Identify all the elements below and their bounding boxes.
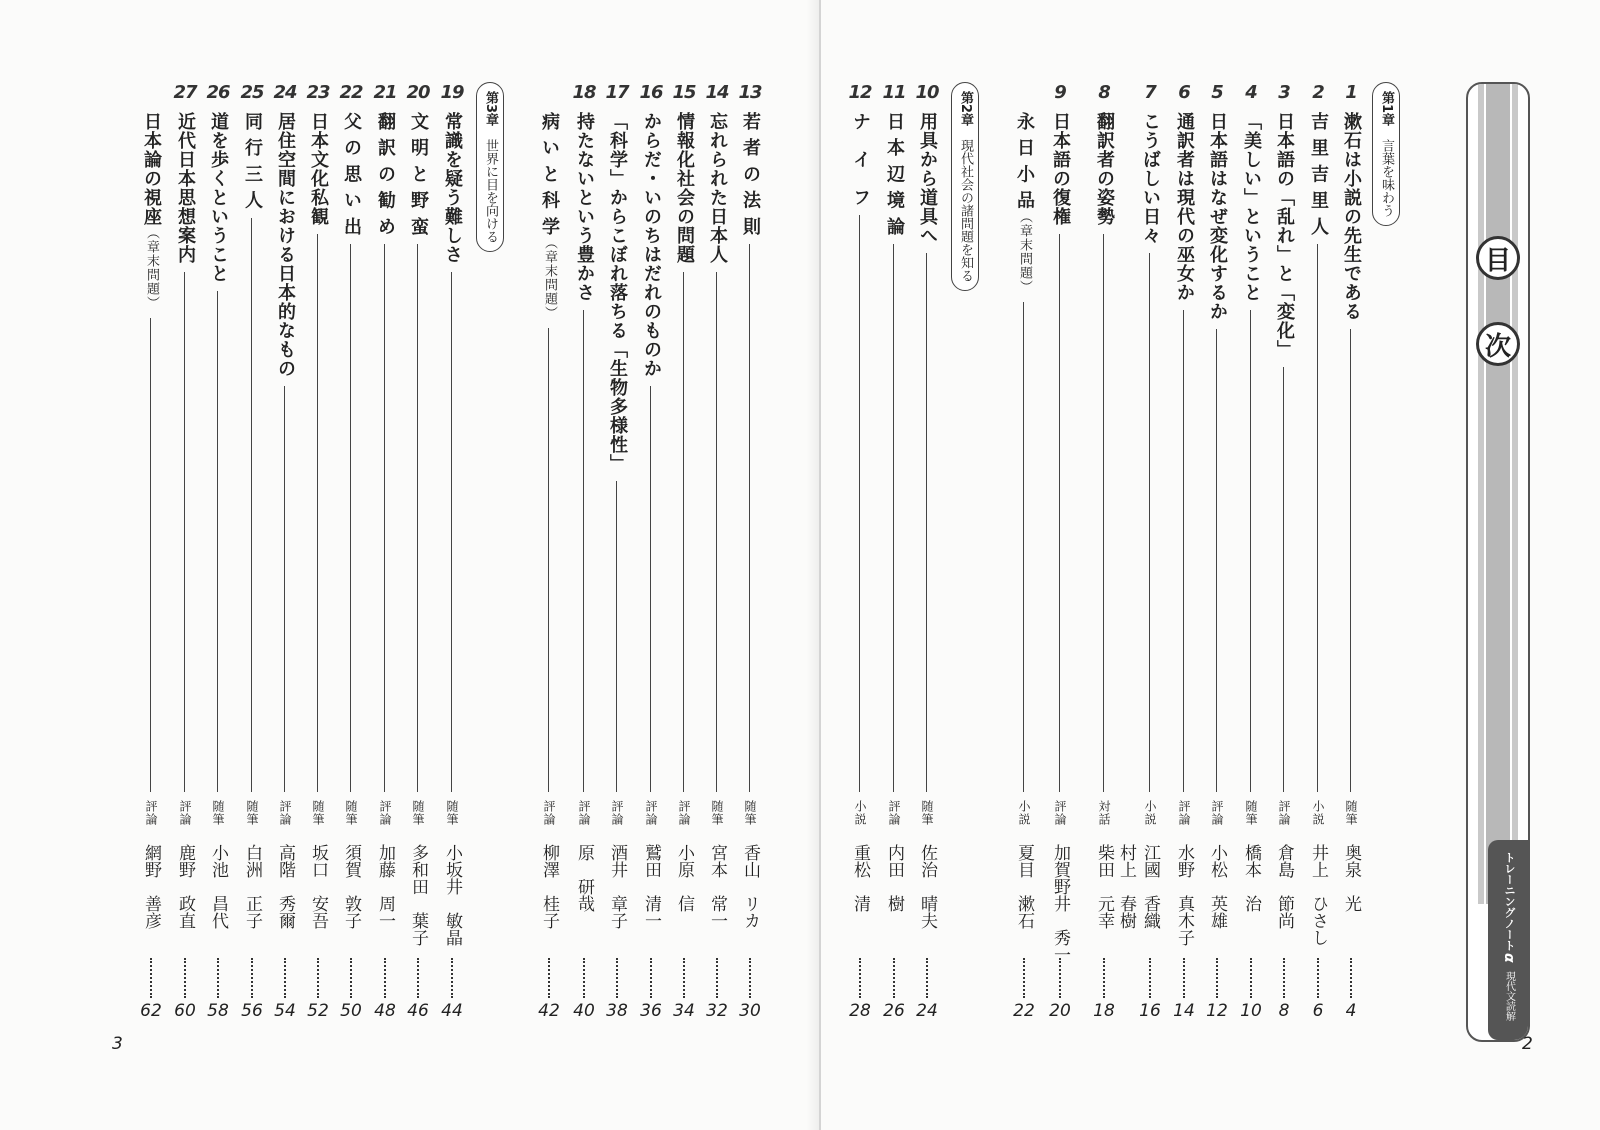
entry-dot-leader bbox=[284, 958, 286, 998]
toc-entry bbox=[305, 82, 331, 1042]
entry-dot-leader bbox=[417, 958, 419, 998]
entry-page: 16 bbox=[1139, 1001, 1161, 1021]
chapter-1-heading bbox=[1372, 82, 1402, 332]
entry-leader-line bbox=[1023, 302, 1024, 792]
entry-number: 10 bbox=[915, 82, 939, 103]
toc-entry bbox=[671, 82, 697, 1042]
entry-dot-leader bbox=[859, 958, 861, 998]
entry-number: 16 bbox=[639, 82, 663, 103]
chapter-label: 第2章 bbox=[958, 91, 973, 127]
entry-page: 60 bbox=[174, 1001, 196, 1021]
entry-page: 56 bbox=[241, 1001, 263, 1021]
entry-title-text: 近代日本思想案内 bbox=[175, 112, 196, 264]
entry-dot-leader bbox=[317, 958, 319, 998]
entry-dot-leader bbox=[1283, 958, 1285, 998]
entry-genre: 評論 bbox=[610, 800, 624, 826]
toc-title-char-2: 次 bbox=[1476, 322, 1520, 366]
chapter-2-heading bbox=[951, 82, 981, 332]
entry-title bbox=[1093, 112, 1115, 226]
entry-title-text: 「科学」からこぼれ落ちる「生物多様性」 bbox=[607, 112, 628, 473]
entry-genre: 随筆 bbox=[743, 800, 757, 826]
entry-dot-leader bbox=[384, 958, 386, 998]
toc-entry bbox=[338, 82, 364, 1042]
toc-entry bbox=[1011, 82, 1037, 1042]
entry-author: 佐治 晴夫 bbox=[917, 844, 937, 929]
entry-number: 8 bbox=[1098, 82, 1110, 103]
entry-leader-line bbox=[1103, 234, 1104, 792]
entry-number: 18 bbox=[572, 82, 596, 103]
chapter-label: 第1章 bbox=[1379, 91, 1394, 127]
entry-number: 27 bbox=[173, 82, 197, 103]
entry-genre: 評論 bbox=[677, 800, 691, 826]
entry-genre: 随筆 bbox=[311, 800, 325, 826]
entry-leader-line bbox=[1350, 329, 1351, 792]
entry-leader-line bbox=[317, 234, 318, 792]
entry-page: 14 bbox=[1173, 1001, 1195, 1021]
entry-leader-line bbox=[683, 272, 684, 792]
entry-leader-line bbox=[1059, 234, 1060, 792]
entry-title-text: 常識を疑う難しさ bbox=[442, 112, 463, 264]
entry-number: 5 bbox=[1211, 82, 1223, 103]
entry-leader-line bbox=[893, 244, 894, 792]
entry-title bbox=[441, 112, 463, 264]
entry-page: 8 bbox=[1278, 1001, 1290, 1021]
entry-title bbox=[573, 112, 595, 302]
entry-title-text: 漱石は小説の先生である bbox=[1341, 112, 1362, 321]
entry-dot-leader bbox=[683, 958, 685, 998]
entry-leader-line bbox=[384, 244, 385, 792]
entry-number: 22 bbox=[339, 82, 363, 103]
entry-author: 倉島 節尚 bbox=[1274, 844, 1294, 929]
toc-entry bbox=[1171, 82, 1197, 1042]
entry-title bbox=[1273, 112, 1295, 359]
entry-leader-line bbox=[150, 318, 151, 792]
entry-leader-line bbox=[1283, 367, 1284, 792]
entry-number: 19 bbox=[440, 82, 464, 103]
entry-author: 柳澤 桂子 bbox=[539, 844, 559, 929]
entry-number: 11 bbox=[882, 82, 906, 103]
entry-leader-line bbox=[1183, 310, 1184, 792]
entry-genre: 小説 bbox=[1143, 800, 1157, 826]
entry-leader-line bbox=[650, 386, 651, 792]
entry-page: 46 bbox=[407, 1001, 429, 1021]
toc-entry bbox=[704, 82, 730, 1042]
entry-title bbox=[207, 112, 229, 283]
entry-note: （章末問題） bbox=[1017, 209, 1032, 294]
entry-author: 小池 昌代 bbox=[208, 844, 228, 929]
entry-title-text: 持たないという豊かさ bbox=[574, 112, 595, 302]
entry-dot-leader bbox=[716, 958, 718, 998]
entry-author: 水野 真木子 bbox=[1174, 844, 1194, 946]
toc-entry bbox=[405, 82, 431, 1042]
toc-entry bbox=[881, 82, 907, 1042]
entry-title bbox=[1240, 112, 1262, 302]
entry-dot-leader bbox=[1059, 958, 1061, 998]
entry-dot-leader bbox=[548, 958, 550, 998]
entry-dot-leader bbox=[1023, 958, 1025, 998]
entry-author: 奥泉 光 bbox=[1341, 844, 1361, 912]
series-name: トレーニングノート bbox=[1503, 852, 1516, 951]
entry-page: 62 bbox=[140, 1001, 162, 1021]
entry-dot-leader bbox=[217, 958, 219, 998]
entry-title-text: 日本論の視座 bbox=[141, 112, 162, 226]
entry-page: 24 bbox=[916, 1001, 938, 1021]
entry-genre: 随筆 bbox=[920, 800, 934, 826]
entry-page: 26 bbox=[883, 1001, 905, 1021]
entry-author: 須賀 敦子 bbox=[341, 844, 361, 929]
spine-shadow bbox=[806, 0, 819, 1130]
entry-title-text: 日本語はなぜ変化するか bbox=[1207, 112, 1228, 321]
chapter-title: 現代社会の諸問題を知る bbox=[958, 139, 973, 283]
toc-entry bbox=[914, 82, 940, 1042]
chapter-3-heading bbox=[476, 82, 506, 332]
chapter-title: 言葉を味わう bbox=[1379, 139, 1394, 218]
entry-author: 加藤 周一 bbox=[375, 844, 395, 929]
entry-genre: 評論 bbox=[144, 800, 158, 826]
entry-number: 17 bbox=[605, 82, 629, 103]
entry-number: 23 bbox=[306, 82, 330, 103]
entry-page: 52 bbox=[307, 1001, 329, 1021]
toc-entry bbox=[536, 82, 562, 1042]
entry-dot-leader bbox=[1250, 958, 1252, 998]
entry-leader-line bbox=[548, 328, 549, 792]
entry-title-text: 情報化社会の問題 bbox=[674, 112, 695, 264]
entry-title-text: 翻 訳 の 勧 め bbox=[375, 112, 396, 237]
entry-leader-line bbox=[1149, 253, 1150, 792]
entry-page: 48 bbox=[374, 1001, 396, 1021]
entry-title-text: 居住空間における日本的なもの bbox=[275, 112, 296, 378]
entry-number: 25 bbox=[240, 82, 264, 103]
entry-author: 重松 清 bbox=[850, 844, 870, 912]
entry-number: 9 bbox=[1054, 82, 1066, 103]
toc-entry bbox=[205, 82, 231, 1042]
entry-title-text: こうばしい日々 bbox=[1140, 112, 1161, 245]
entry-leader-line bbox=[859, 215, 860, 792]
entry-title-text: 父 の 思 い 出 bbox=[341, 112, 362, 237]
entry-page: 40 bbox=[573, 1001, 595, 1021]
entry-leader-line bbox=[749, 244, 750, 792]
entry-leader-line bbox=[350, 244, 351, 792]
entry-genre: 随筆 bbox=[245, 800, 259, 826]
toc-entry bbox=[604, 82, 630, 1042]
entry-leader-line bbox=[1216, 329, 1217, 792]
entry-author: 鷲田 清一 bbox=[641, 844, 661, 929]
entry-number: 24 bbox=[273, 82, 297, 103]
entry-genre: 評論 bbox=[1053, 800, 1067, 826]
entry-dot-leader bbox=[749, 958, 751, 998]
entry-title-text: 永 日 小 品 bbox=[1014, 112, 1035, 210]
entry-title-text: 吉 里 吉 里 人 bbox=[1308, 112, 1329, 237]
entry-title bbox=[1307, 112, 1329, 236]
entry-number: 26 bbox=[206, 82, 230, 103]
entry-author: 村上 春樹 柴田 元幸 bbox=[1094, 844, 1136, 929]
entry-page: 58 bbox=[207, 1001, 229, 1021]
entry-page: 34 bbox=[673, 1001, 695, 1021]
entry-genre: 随筆 bbox=[1244, 800, 1258, 826]
entry-title bbox=[1173, 112, 1195, 302]
entry-leader-line bbox=[1250, 310, 1251, 792]
toc-entry bbox=[847, 82, 873, 1042]
entry-title-text: 「美しい」ということ bbox=[1241, 112, 1262, 302]
entry-genre: 評論 bbox=[577, 800, 591, 826]
entry-number: 3 bbox=[1278, 82, 1290, 103]
entry-title bbox=[174, 112, 196, 264]
entry-page: 30 bbox=[739, 1001, 761, 1021]
entry-dot-leader bbox=[926, 958, 928, 998]
entry-page: 18 bbox=[1093, 1001, 1115, 1021]
entry-dot-leader bbox=[350, 958, 352, 998]
entry-genre: 評論 bbox=[644, 800, 658, 826]
entry-title bbox=[849, 112, 871, 207]
entry-dot-leader bbox=[251, 958, 253, 998]
entry-title-text: からだ・いのちはだれのものか bbox=[641, 112, 662, 378]
entry-title-text: 日 本 辺 境 論 bbox=[884, 112, 905, 237]
entry-leader-line bbox=[451, 272, 452, 792]
entry-genre: 評論 bbox=[887, 800, 901, 826]
toc-entry bbox=[1305, 82, 1331, 1042]
toc-entry bbox=[439, 82, 465, 1042]
entry-genre: 小説 bbox=[853, 800, 867, 826]
entry-genre: 評論 bbox=[278, 800, 292, 826]
entry-genre: 随筆 bbox=[710, 800, 724, 826]
toc-entry bbox=[138, 82, 164, 1042]
toc-entry bbox=[1137, 82, 1163, 1042]
entry-title bbox=[1206, 112, 1228, 321]
entry-dot-leader bbox=[184, 958, 186, 998]
entry-leader-line bbox=[926, 253, 927, 792]
entry-page: 50 bbox=[340, 1001, 362, 1021]
entry-note: （章末問題） bbox=[144, 226, 159, 310]
entry-number: 7 bbox=[1144, 82, 1156, 103]
entry-leader-line bbox=[184, 272, 185, 792]
chapter-title: 世界に目を向ける bbox=[483, 139, 498, 244]
entry-title bbox=[606, 112, 628, 473]
entry-genre: 対話 bbox=[1097, 800, 1111, 826]
entry-genre: 小説 bbox=[1311, 800, 1325, 826]
entry-author: 橋本 治 bbox=[1241, 844, 1261, 912]
page-number-left: 3 bbox=[112, 1034, 123, 1054]
entry-page: 54 bbox=[274, 1001, 296, 1021]
toc-entry bbox=[737, 82, 763, 1042]
entry-number: 20 bbox=[406, 82, 430, 103]
series-alpha: α bbox=[1501, 953, 1517, 963]
entry-genre: 小説 bbox=[1017, 800, 1031, 826]
entry-title-text: 通訳者は現代の巫女か bbox=[1174, 112, 1195, 302]
entry-number: 6 bbox=[1178, 82, 1190, 103]
entry-title bbox=[1049, 112, 1071, 226]
entry-page: 6 bbox=[1312, 1001, 1324, 1021]
entry-dot-leader bbox=[1317, 958, 1319, 998]
entry-author: 鹿野 政直 bbox=[175, 844, 195, 929]
entry-genre: 評論 bbox=[178, 800, 192, 826]
toc-entry bbox=[571, 82, 597, 1042]
entry-page: 12 bbox=[1206, 1001, 1228, 1021]
header-stripe bbox=[1478, 84, 1518, 904]
entry-leader-line bbox=[284, 386, 285, 792]
entry-genre: 評論 bbox=[542, 800, 556, 826]
entry-author: 酒井 章子 bbox=[607, 844, 627, 929]
entry-author: 江國 香織 bbox=[1140, 844, 1160, 929]
entry-title bbox=[640, 112, 662, 378]
entry-number: 21 bbox=[373, 82, 397, 103]
entry-title bbox=[1013, 112, 1035, 294]
entry-author: 高階 秀爾 bbox=[275, 844, 295, 929]
entry-note: （章末問題） bbox=[542, 236, 557, 321]
entry-dot-leader bbox=[1183, 958, 1185, 998]
entry-dot-leader bbox=[1103, 958, 1105, 998]
entry-dot-leader bbox=[893, 958, 895, 998]
entry-title bbox=[1340, 112, 1362, 321]
chapter-label: 第3章 bbox=[483, 91, 498, 127]
toc-entry bbox=[1204, 82, 1230, 1042]
toc-entry bbox=[172, 82, 198, 1042]
entry-title-text: 日本語の「乱れ」と「変化」 bbox=[1274, 112, 1295, 359]
entry-leader-line bbox=[417, 244, 418, 792]
entry-title-text: 用具から道具へ bbox=[917, 112, 938, 245]
entry-dot-leader bbox=[1216, 958, 1218, 998]
entry-dot-leader bbox=[1350, 958, 1352, 998]
toc-header-bar bbox=[1466, 82, 1530, 1042]
entry-author: 夏目 漱石 bbox=[1014, 844, 1034, 929]
entry-title-text: 忘れられた日本人 bbox=[707, 112, 728, 264]
entry-author: 原 研哉 bbox=[574, 844, 594, 912]
entry-title-text: 日本語の復権 bbox=[1050, 112, 1071, 226]
series-tab bbox=[1488, 840, 1530, 1040]
entry-author: 多和田 葉子 bbox=[408, 844, 428, 946]
entry-title-text: 若 者 の 法 則 bbox=[740, 112, 761, 237]
entry-number: 14 bbox=[705, 82, 729, 103]
toc-entry bbox=[372, 82, 398, 1042]
entry-author: 網野 善彦 bbox=[141, 844, 161, 929]
entry-dot-leader bbox=[150, 958, 152, 998]
entry-number: 15 bbox=[672, 82, 696, 103]
entry-author: 井上 ひさし bbox=[1308, 844, 1328, 946]
entry-genre: 随筆 bbox=[211, 800, 225, 826]
entry-leader-line bbox=[251, 218, 252, 792]
toc-entry bbox=[638, 82, 664, 1042]
entry-title bbox=[883, 112, 905, 236]
entry-title-text: 同 行 三 人 bbox=[242, 112, 263, 210]
entry-title-text: 翻訳者の姿勢 bbox=[1094, 112, 1115, 226]
entry-title-text: 日本文化私観 bbox=[308, 112, 329, 226]
entry-author: 白洲 正子 bbox=[242, 844, 262, 929]
entry-author: 坂口 安吾 bbox=[308, 844, 328, 929]
entry-page: 38 bbox=[606, 1001, 628, 1021]
entry-number: 12 bbox=[848, 82, 872, 103]
toc-entry bbox=[239, 82, 265, 1042]
entry-title bbox=[916, 112, 938, 245]
entry-number: 13 bbox=[738, 82, 762, 103]
toc-title-char-1: 目 bbox=[1476, 236, 1520, 280]
entry-dot-leader bbox=[650, 958, 652, 998]
entry-title bbox=[274, 112, 296, 378]
entry-genre: 評論 bbox=[1177, 800, 1191, 826]
entry-dot-leader bbox=[616, 958, 618, 998]
toc-entry bbox=[1271, 82, 1297, 1042]
page-number-right: 2 bbox=[1522, 1034, 1533, 1054]
entry-page: 32 bbox=[706, 1001, 728, 1021]
entry-genre: 評論 bbox=[378, 800, 392, 826]
entry-number: 4 bbox=[1245, 82, 1257, 103]
entry-author: 小松 英雄 bbox=[1207, 844, 1227, 929]
entry-title bbox=[538, 112, 560, 320]
entry-author: 小坂井 敏晶 bbox=[442, 844, 462, 946]
series-subtitle: 現代文読解 bbox=[1503, 970, 1515, 1021]
entry-page: 28 bbox=[849, 1001, 871, 1021]
entry-number: 1 bbox=[1345, 82, 1357, 103]
toc-entry bbox=[1091, 82, 1136, 1042]
entry-leader-line bbox=[716, 272, 717, 792]
entry-title-text: 文 明 と 野 蛮 bbox=[408, 112, 429, 237]
entry-title bbox=[706, 112, 728, 264]
entry-title bbox=[340, 112, 362, 236]
toc-entry bbox=[1338, 82, 1364, 1042]
entry-dot-leader bbox=[1149, 958, 1151, 998]
entry-title-text: 道を歩くということ bbox=[208, 112, 229, 283]
entry-number: 2 bbox=[1312, 82, 1324, 103]
entry-page: 4 bbox=[1345, 1001, 1357, 1021]
entry-author: 小原 信 bbox=[674, 844, 694, 912]
entry-leader-line bbox=[583, 310, 584, 792]
entry-author: 宮本 常一 bbox=[707, 844, 727, 929]
entry-title bbox=[374, 112, 396, 236]
entry-genre: 随筆 bbox=[445, 800, 459, 826]
entry-genre: 随筆 bbox=[1344, 800, 1358, 826]
entry-title bbox=[673, 112, 695, 264]
entry-genre: 評論 bbox=[1210, 800, 1224, 826]
toc-entry bbox=[1238, 82, 1264, 1042]
toc-entry bbox=[1047, 82, 1073, 1042]
entry-page: 36 bbox=[640, 1001, 662, 1021]
entry-page: 42 bbox=[538, 1001, 560, 1021]
entry-leader-line bbox=[217, 291, 218, 792]
entry-dot-leader bbox=[451, 958, 453, 998]
entry-title bbox=[1139, 112, 1161, 245]
entry-page: 44 bbox=[441, 1001, 463, 1021]
entry-author: 加賀野井 秀一 bbox=[1050, 844, 1070, 963]
entry-title bbox=[241, 112, 263, 210]
entry-author: 香山 リカ bbox=[740, 844, 760, 929]
entry-page: 22 bbox=[1013, 1001, 1035, 1021]
book-spine bbox=[819, 0, 821, 1130]
entry-title bbox=[140, 112, 162, 310]
entry-genre: 評論 bbox=[1277, 800, 1291, 826]
entry-page: 20 bbox=[1049, 1001, 1071, 1021]
entry-title-text: ナ イ フ bbox=[850, 112, 871, 207]
entry-title-text: 病 い と 科 学 bbox=[539, 112, 560, 237]
toc-entry bbox=[272, 82, 298, 1042]
entry-genre: 随筆 bbox=[344, 800, 358, 826]
entry-leader-line bbox=[1317, 244, 1318, 792]
entry-title bbox=[739, 112, 761, 236]
entry-leader-line bbox=[616, 481, 617, 792]
entry-dot-leader bbox=[583, 958, 585, 998]
entry-page: 10 bbox=[1240, 1001, 1262, 1021]
entry-title bbox=[307, 112, 329, 226]
entry-title bbox=[407, 112, 429, 236]
entry-author: 内田 樹 bbox=[884, 844, 904, 912]
entry-genre: 随筆 bbox=[411, 800, 425, 826]
